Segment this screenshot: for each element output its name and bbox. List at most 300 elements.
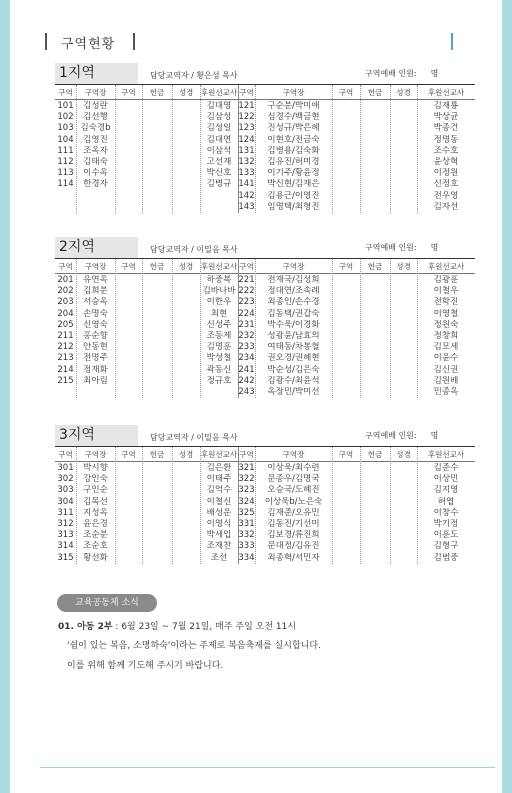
table-cell: 배성운 <box>206 507 232 518</box>
table-row <box>55 202 475 213</box>
table-cell: 221 <box>238 275 255 285</box>
table-cell: 김희분 <box>83 286 108 297</box>
table-cell: 333 <box>238 541 255 552</box>
column-separator <box>76 85 77 213</box>
table-cell: 고선재 <box>206 157 232 167</box>
table-row <box>55 376 475 387</box>
table-cell: 223 <box>238 297 255 308</box>
table-cell: 이영철 <box>433 308 459 319</box>
section-name: 2지역 <box>55 237 138 258</box>
table-cell: 옥장민/박미선 <box>267 387 320 397</box>
column-header: 구역장 <box>282 88 305 97</box>
table-cell: 이태주 <box>206 474 232 485</box>
table-cell: 김대영 <box>206 101 232 111</box>
table-cell: 손명숙 <box>83 308 108 319</box>
table-cell: 113 <box>57 168 74 179</box>
attendance-unit: 명 <box>430 69 439 78</box>
table-cell: 권오경/권혜현 <box>267 353 320 364</box>
column-header: 성경 <box>396 450 411 459</box>
column-header: 구역 <box>58 88 73 97</box>
table-cell: 김유진/허미경 <box>267 157 320 167</box>
table-cell: 신정호 <box>433 179 459 190</box>
table-cell: 141 <box>238 179 255 190</box>
column-separator <box>172 447 173 564</box>
table-cell: 123 <box>238 123 255 134</box>
attendance-unit: 명 <box>430 431 439 440</box>
table-cell: 104 <box>57 134 74 145</box>
column-header: 헌금 <box>367 450 383 459</box>
table-cell: 조동제 <box>206 331 232 341</box>
column-header: 후원선교사 <box>200 88 238 97</box>
table-cell: 정원숙 <box>433 319 459 330</box>
section-rule-top <box>55 446 475 447</box>
table-row <box>55 297 475 308</box>
table-cell: 조순분 <box>83 530 108 541</box>
table-cell: 이윤수 <box>433 353 459 364</box>
table-cell: 232 <box>238 331 255 341</box>
column-separator <box>360 85 361 213</box>
table-cell: 204 <box>57 308 74 319</box>
column-separator <box>115 259 116 398</box>
column-header: 구역 <box>121 88 136 97</box>
table-cell: 김대연 <box>206 134 232 145</box>
column-separator <box>115 447 116 564</box>
table-cell: 김삼성 <box>206 112 232 123</box>
table-cell: 124 <box>238 134 255 145</box>
table-cell: 314 <box>57 541 74 552</box>
table-cell: 정재화 <box>83 364 108 375</box>
table-row <box>55 331 475 342</box>
section-rule-top <box>55 258 475 259</box>
table-row <box>55 191 475 202</box>
table-cell: 이정원 <box>433 168 459 179</box>
table-cell: 311 <box>57 507 74 518</box>
table-cell: 132 <box>238 157 255 167</box>
table-cell: 이상욱/최수련 <box>267 463 320 473</box>
section-rule-header <box>55 461 475 462</box>
column-separator <box>255 259 256 398</box>
column-separator <box>142 85 143 213</box>
table-cell: 103 <box>57 123 74 134</box>
table-cell: 312 <box>57 519 74 529</box>
bottom-divider <box>40 767 495 768</box>
table-cell: 홍순향 <box>83 331 108 341</box>
table-header <box>55 87 475 98</box>
column-header: 헌금 <box>149 88 165 97</box>
table-cell: 서승옥 <box>83 297 108 308</box>
section-header <box>55 63 475 85</box>
accent-bar <box>451 33 453 50</box>
table-cell: 231 <box>238 319 255 330</box>
column-separator <box>255 447 256 564</box>
column-header: 구역장 <box>84 450 107 459</box>
table-cell: 김광훈 <box>433 275 459 285</box>
table-cell: 이상민 <box>433 474 459 485</box>
table-cell: 김재룡 <box>433 101 459 111</box>
column-separator <box>238 259 239 398</box>
table-cell: 조수호 <box>433 145 459 156</box>
column-separator <box>238 85 239 213</box>
column-header: 구역 <box>338 88 354 97</box>
table-cell: 최아림 <box>83 375 108 386</box>
table-cell: 김보경/류진희 <box>267 530 320 541</box>
table-cell: 214 <box>57 364 74 375</box>
table-cell: 321 <box>238 463 255 473</box>
table-cell: 구순분/박미애 <box>267 101 320 111</box>
column-header: 구역 <box>239 262 254 271</box>
table-cell: 102 <box>57 112 74 123</box>
table-cell: 박종건 <box>433 123 459 134</box>
section-leader: 담당교역자 / 황은성 목사 <box>150 71 238 80</box>
table-cell: 김지영 <box>433 485 459 496</box>
table-cell: 최현 <box>210 308 228 319</box>
table-row <box>55 157 475 168</box>
table-cell: 302 <box>57 474 74 485</box>
table-cell: 325 <box>238 507 255 518</box>
section-rule-top <box>55 84 475 85</box>
table-row <box>55 342 475 353</box>
table-cell: 구인순 <box>83 485 108 496</box>
table-cell: 이상욱b/노은숙 <box>264 496 323 507</box>
column-header: 성경 <box>396 88 411 97</box>
table-row <box>55 320 475 331</box>
table-cell: 이훈도 <box>433 530 459 541</box>
column-header: 후원선교사 <box>427 88 465 97</box>
column-header: 성경 <box>178 450 194 459</box>
column-header: 성경 <box>396 262 411 271</box>
table-cell: 정규호 <box>206 375 232 386</box>
section-header <box>55 425 475 447</box>
table-row <box>55 553 475 564</box>
table-cell: 김억수 <box>206 485 232 496</box>
table-cell: 문종우/김명국 <box>267 474 320 485</box>
table-cell: 233 <box>238 342 255 353</box>
section-rule-header <box>55 273 475 274</box>
table-cell: 202 <box>57 286 74 297</box>
table-cell: 122 <box>238 112 255 123</box>
column-header: 성경 <box>178 88 194 97</box>
table-cell: 박시향 <box>83 463 108 473</box>
table-cell: 324 <box>238 496 255 507</box>
table-cell: 241 <box>238 364 255 375</box>
table-cell: 김병용/김숙화 <box>267 145 320 156</box>
table-cell: 황선화 <box>83 552 108 563</box>
news-item-1-text: : 6월 23일 ~ 7월 21일, 매주 주일 오전 11시 <box>112 622 297 632</box>
section-name: 3지역 <box>55 425 138 446</box>
district-section <box>55 237 475 400</box>
table-row <box>55 286 475 297</box>
table-cell: 박수욱/이경화 <box>267 319 320 330</box>
table-cell: 222 <box>238 286 255 297</box>
table-cell: 243 <box>238 387 255 397</box>
table-cell: 성광윤/남효의 <box>267 331 320 341</box>
table-cell: 안동현 <box>83 342 108 353</box>
column-header: 헌금 <box>149 450 165 459</box>
column-header: 구역장 <box>84 88 107 97</box>
page-header <box>45 30 465 52</box>
table-cell: 142 <box>238 190 255 201</box>
column-header: 후원선교사 <box>200 262 238 271</box>
table-cell: 김동진/기선미 <box>267 519 320 529</box>
table-cell: 301 <box>57 463 74 473</box>
table-cell: 101 <box>57 101 74 111</box>
news-item-1 <box>58 619 296 632</box>
attendance-label: 구역예배 인원: <box>365 243 417 252</box>
table-cell: 한경자 <box>83 179 108 190</box>
table-cell: 205 <box>57 319 74 330</box>
table-row <box>55 508 475 519</box>
table-cell: 박상균 <box>433 112 459 123</box>
table-cell: 김영진 <box>83 134 108 145</box>
table-row <box>55 101 475 112</box>
table-cell: 전명주 <box>83 353 108 364</box>
column-header: 헌금 <box>367 88 383 97</box>
column-separator <box>332 85 333 213</box>
table-cell: 211 <box>57 331 74 341</box>
column-header: 헌금 <box>149 262 165 271</box>
table-cell: 박기정 <box>433 519 459 529</box>
column-header: 구역 <box>338 450 354 459</box>
table-cell: 331 <box>238 519 255 529</box>
table-cell: 전우영 <box>433 190 459 201</box>
table-cell: 지성옥 <box>83 507 108 518</box>
column-separator <box>142 259 143 398</box>
table-cell: 143 <box>238 201 255 212</box>
column-separator <box>360 259 361 398</box>
column-header: 구역장 <box>84 262 107 271</box>
table-cell: 김범중 <box>433 552 459 563</box>
table-cell: 김준수 <box>433 463 459 473</box>
table-cell: 315 <box>57 552 74 563</box>
table-cell: 112 <box>57 157 74 167</box>
column-separator <box>200 85 201 213</box>
table-cell: 313 <box>57 530 74 541</box>
column-header: 구역장 <box>282 450 305 459</box>
table-cell: 이한우 <box>206 297 232 308</box>
table-cell: 334 <box>238 552 255 563</box>
table-cell: 이삼석 <box>206 145 232 156</box>
table-row <box>55 474 475 485</box>
table-cell: 조재찬 <box>206 541 232 552</box>
table-cell: 242 <box>238 375 255 386</box>
table-cell: 유연옥 <box>83 275 108 285</box>
table-cell: 김동택/권갑숙 <box>267 308 320 319</box>
page-title: 구역현황 <box>61 37 116 52</box>
table-cell: 정명동 <box>433 134 459 145</box>
column-header: 구역 <box>58 262 73 271</box>
table-cell: 323 <box>238 485 255 496</box>
table-cell: 201 <box>57 275 74 285</box>
table-cell: 김광수/최윤석 <box>267 375 320 386</box>
table-row <box>55 463 475 474</box>
column-separator <box>142 447 143 564</box>
column-separator <box>417 259 418 398</box>
table-cell: 임명택/최형진 <box>267 201 320 212</box>
table-cell: 여태동/차봉혈 <box>267 342 320 353</box>
column-header: 구역장 <box>282 262 305 271</box>
column-header: 후원선교사 <box>427 450 465 459</box>
table-row <box>55 179 475 190</box>
table-cell: 111 <box>57 145 74 156</box>
column-separator <box>255 85 256 213</box>
table-cell: 215 <box>57 375 74 386</box>
table-cell: 332 <box>238 530 255 541</box>
table-row <box>55 353 475 364</box>
table-row <box>55 309 475 320</box>
table-cell: 이현호/전금숙 <box>267 134 320 145</box>
section-leader: 담당교역자 / 이밀음 목사 <box>150 245 238 254</box>
table-cell: 김모세 <box>433 342 459 353</box>
column-separator <box>115 85 116 213</box>
table-cell: 김재준/오유민 <box>267 507 320 518</box>
table-cell: 김은환 <box>206 463 232 473</box>
section-attendance <box>365 68 438 79</box>
table-cell: 하중복 <box>206 275 232 285</box>
table-cell: 박순성/김은숙 <box>267 364 320 375</box>
attendance-label: 구역예배 인원: <box>365 69 417 78</box>
table-cell: 234 <box>238 353 255 364</box>
table-cell: 303 <box>57 485 74 496</box>
table-row <box>55 541 475 552</box>
table-row <box>55 519 475 530</box>
header-bar-right <box>133 33 135 50</box>
table-cell: 213 <box>57 353 74 364</box>
table-row <box>55 365 475 376</box>
table-cell: 김성란 <box>83 101 108 111</box>
table-cell: 윤상혁 <box>433 157 459 167</box>
table-cell: 조선 <box>210 552 228 563</box>
table-cell: 131 <box>238 145 255 156</box>
district-section <box>55 425 475 566</box>
column-header: 헌금 <box>367 262 383 271</box>
table-cell: 김용근/이영진 <box>267 190 320 201</box>
table-cell: 심경수/백금현 <box>267 112 320 123</box>
table-cell: 문대정/김유진 <box>267 541 320 552</box>
table-cell: 신성주 <box>206 319 232 330</box>
table-cell: 133 <box>238 168 255 179</box>
table-row <box>55 485 475 496</box>
table-cell: 김성일 <box>206 123 232 134</box>
column-separator <box>76 259 77 398</box>
table-cell: 김선행 <box>83 112 108 123</box>
section-header <box>55 237 475 259</box>
column-separator <box>172 85 173 213</box>
table-cell: 121 <box>238 101 255 111</box>
column-separator <box>417 447 418 564</box>
column-separator <box>417 85 418 213</box>
column-header: 성경 <box>178 262 194 271</box>
column-separator <box>332 447 333 564</box>
table-cell: 김명훈 <box>206 342 232 353</box>
table-cell: 224 <box>238 308 255 319</box>
column-separator <box>390 85 391 213</box>
table-cell: 이철우 <box>433 286 459 297</box>
table-cell: 진성규/박은혜 <box>267 123 320 134</box>
table-cell: 이수옥 <box>83 168 108 179</box>
column-header: 후원선교사 <box>200 450 238 459</box>
column-header: 구역 <box>121 450 136 459</box>
table-cell: 김자선 <box>433 201 459 212</box>
table-cell: 김목선 <box>83 496 108 507</box>
table-cell: 이영식 <box>206 519 232 529</box>
district-section <box>55 63 475 215</box>
column-separator <box>238 447 239 564</box>
table-cell: 강인숙 <box>83 474 108 485</box>
table-row <box>55 275 475 286</box>
column-separator <box>360 447 361 564</box>
table-cell: 정창희 <box>433 331 459 341</box>
news-line-2: '쉼이 있는 복음, 소명하숙'이라는 주제로 복음축제를 실시합니다. <box>67 641 321 651</box>
section-attendance <box>365 430 438 441</box>
table-cell: 조옥자 <box>83 145 108 156</box>
table-row <box>55 530 475 541</box>
section-rule-header <box>55 99 475 100</box>
column-header: 구역 <box>58 450 73 459</box>
table-cell: 전학진 <box>433 297 459 308</box>
news-line-3: 이를 위해 함께 기도해 주시기 바랍니다. <box>67 661 224 671</box>
table-header <box>55 261 475 272</box>
column-separator <box>200 259 201 398</box>
table-row <box>55 387 475 398</box>
column-separator <box>200 447 201 564</box>
table-row <box>55 112 475 123</box>
table-row <box>55 146 475 157</box>
column-header: 구역 <box>338 262 354 271</box>
table-cell: 전재국/김성희 <box>267 275 320 285</box>
column-separator <box>390 447 391 564</box>
column-separator <box>332 259 333 398</box>
table-cell: 304 <box>57 496 74 507</box>
table-cell: 최종인/손수경 <box>267 297 320 308</box>
section-leader: 담당교역자 / 이밀음 목사 <box>150 433 238 442</box>
table-cell: 곽동신 <box>206 364 232 375</box>
table-header <box>55 449 475 460</box>
table-row <box>55 135 475 146</box>
table-cell: 김형구 <box>433 541 459 552</box>
column-header: 후원선교사 <box>427 262 465 271</box>
table-cell: 최종혁/서민자 <box>267 552 320 563</box>
table-cell: 김병규 <box>206 179 232 190</box>
table-cell: 신영숙 <box>83 319 108 330</box>
table-row <box>55 497 475 508</box>
table-cell: 203 <box>57 297 74 308</box>
table-cell: 박성철 <box>206 353 232 364</box>
table-cell: 김바나바 <box>202 286 236 297</box>
section-attendance <box>365 242 438 253</box>
attendance-unit: 명 <box>430 243 439 252</box>
table-row <box>55 168 475 179</box>
header-bar-left <box>45 33 47 50</box>
table-cell: 이철신 <box>206 496 232 507</box>
table-cell: 김원배 <box>433 375 459 386</box>
column-separator <box>390 259 391 398</box>
table-cell: 오승국/도혜진 <box>267 485 320 496</box>
column-header: 구역 <box>239 450 254 459</box>
column-header: 구역 <box>239 88 254 97</box>
table-cell: 윤은경 <box>83 519 108 529</box>
table-cell: 김신권 <box>433 364 459 375</box>
table-cell: 212 <box>57 342 74 353</box>
table-cell: 허엽 <box>437 496 455 507</box>
table-cell: 조순호 <box>83 541 108 552</box>
table-cell: 322 <box>238 474 255 485</box>
table-cell: 김태숙 <box>83 157 108 167</box>
table-cell: 민종옥 <box>433 387 459 397</box>
attendance-label: 구역예배 인원: <box>365 431 417 440</box>
table-cell: 정대연/조속례 <box>267 286 320 297</box>
news-badge: 교육공동체 소식 <box>57 594 157 612</box>
column-separator <box>76 447 77 564</box>
